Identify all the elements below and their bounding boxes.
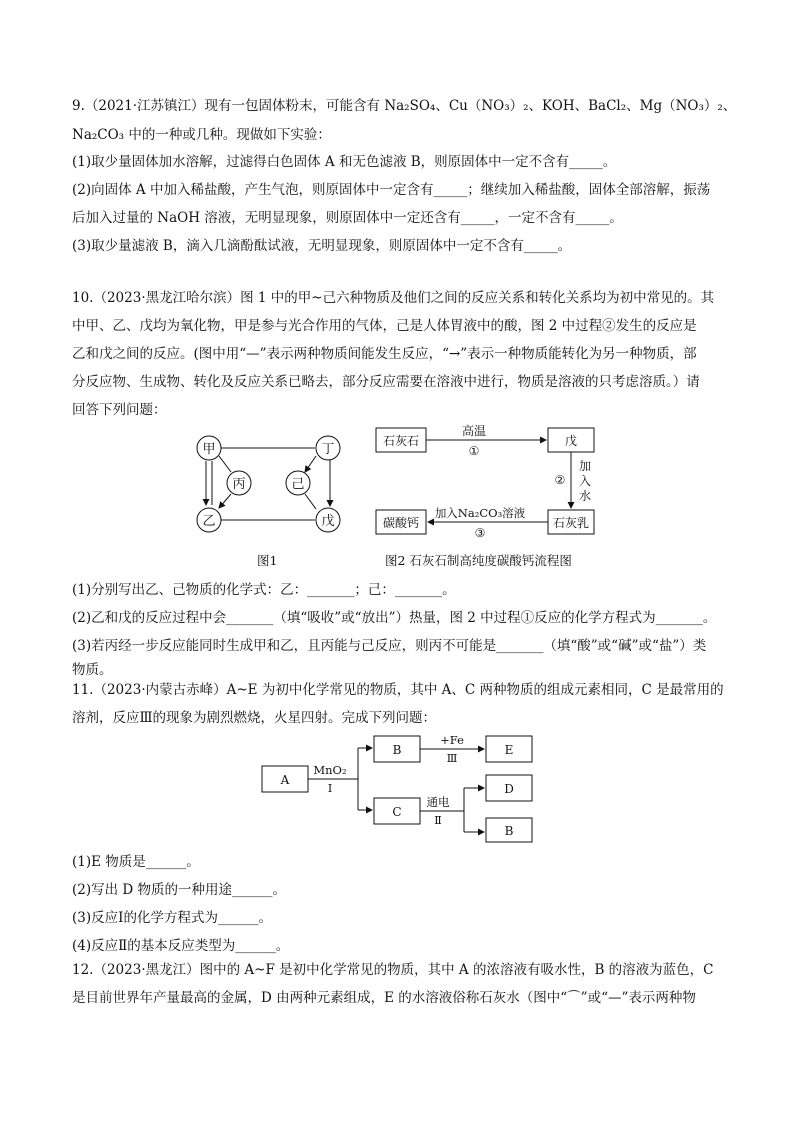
svg-text:D: D xyxy=(504,782,514,796)
svg-text:B: B xyxy=(504,824,514,838)
label-step2: ② xyxy=(554,473,566,487)
label-step1: ① xyxy=(468,444,480,458)
svg-text:己: 己 xyxy=(291,477,305,492)
node-bing xyxy=(227,471,251,495)
q11-question-2: (2)写出 D 物质的一种用途______。 xyxy=(72,882,287,898)
box-wu xyxy=(548,428,594,452)
q9-line-4: (2)向固体 A 中加入稀盐酸，产生气泡，则原固体中一定含有_____；继续加入稀盐酸，固体全部溶解，振荡 xyxy=(72,182,711,198)
q10-line-5: 回答下列问题： xyxy=(72,402,167,418)
svg-text:石灰石: 石灰石 xyxy=(382,434,420,448)
q10-question-3: (3)若丙经一步反应能同时生成甲和乙，且丙能与己反应，则丙不可能是_______（填“酸”或“碱”或“盐”）类 xyxy=(72,638,707,654)
q10-line-4: 分反应物、生成物、转化及反应关系已略去，部分反应需要在溶液中进行，物质是溶液的只考虑溶质。）请 xyxy=(72,374,700,390)
q10-line-1: 10.（2023·黑龙江哈尔滨）图 1 中的甲~己六种物质及他们之间的反应关系和转化关系均为初中常见的。其 xyxy=(72,290,715,306)
svg-text:丙: 丙 xyxy=(232,477,246,492)
q12-line-2: 是目前世界年产量最高的金属，D 由两种元素组成，E 的水溶液俗称石灰水（图中“⌒”或“—”表示两种物 xyxy=(72,990,696,1006)
q9-line-3: (1)取少量固体加水溶解，过滤得白色固体 A 和无色滤液 B，则原固体中一定不含有_____。 xyxy=(72,154,617,170)
label-reaction-1: Ⅰ xyxy=(327,782,333,795)
svg-text:丁: 丁 xyxy=(321,442,335,457)
figure-1-caption: 图1 xyxy=(257,553,278,568)
svg-text:乙: 乙 xyxy=(202,514,216,529)
box-e xyxy=(486,736,532,762)
svg-text:B: B xyxy=(392,743,402,757)
label-high-temp: 高温 xyxy=(461,424,487,438)
label-add-water-2: 入 xyxy=(578,474,592,488)
box-limestone xyxy=(376,428,426,452)
node-ding xyxy=(316,436,340,460)
q9-line-5: 后加入过量的 NaOH 溶液，无明显现象，则原固体中一定还含有_____，一定不含有_____。 xyxy=(72,210,623,226)
svg-text:戊: 戊 xyxy=(564,434,578,448)
q11-question-4: (4)反应Ⅱ的基本反应类型为______。 xyxy=(72,938,290,954)
box-b-second xyxy=(486,818,532,842)
node-jia xyxy=(197,436,221,460)
figure-2-caption: 图2 石灰石制高纯度碳酸钙流程图 xyxy=(385,553,572,568)
label-reaction-3: Ⅲ xyxy=(446,752,458,765)
q10-question-1: (1)分别写出乙、己物质的化学式：乙：_______；己：_______。 xyxy=(72,582,456,598)
q9-line-6: (3)取少量滤液 B，滴入几滴酚酞试液，无明显现象，则原固体中一定不含有_____。 xyxy=(72,238,572,254)
node-ji xyxy=(286,471,310,495)
q11-question-1: (1)E 物质是______。 xyxy=(72,854,200,870)
q11-diagram xyxy=(258,732,558,844)
q10-line-2: 中甲、乙、戊均为氧化物，甲是参与光合作用的气体，己是人体胃液中的酸，图 2 中过程②发生的反应是 xyxy=(72,318,697,334)
label-add-water-3: 水 xyxy=(578,489,592,503)
node-wu xyxy=(316,508,340,532)
box-d xyxy=(486,775,532,801)
q12-line-1: 12.（2023·黑龙江）图中的 A~F 是初中化学常见的物质，其中 A 的浓溶液有吸水性，B 的溶液为蓝色，C xyxy=(72,962,714,978)
box-c xyxy=(374,798,420,824)
box-caco3 xyxy=(376,510,426,534)
q11-question-3: (3)反应Ⅰ的化学方程式为______。 xyxy=(72,910,272,926)
svg-text:C: C xyxy=(392,805,402,819)
box-a xyxy=(262,766,308,792)
q9-line-2: Na₂CO₃ 中的一种或几种。现做如下实验： xyxy=(72,127,331,143)
svg-text:戊: 戊 xyxy=(321,514,335,529)
label-plus-fe: +Fe xyxy=(440,733,464,747)
label-step3: ③ xyxy=(474,526,486,540)
box-lime-milk xyxy=(548,510,594,534)
q11-line-1: 11.（2023·内蒙古赤峰）A~E 为初中化学常见的物质，其中 A、C 两种物质的组成元素相同，C 是最常用的 xyxy=(72,682,724,698)
q9-line-1: 9.（2021·江苏镇江）现有一包固体粉末，可能含有 Na₂SO₄、Cu（NO₃）₂、KOH、BaCl₂、Mg（NO₃）₂、 xyxy=(72,98,737,114)
svg-text:E: E xyxy=(504,743,514,757)
svg-text:碳酸钙: 碳酸钙 xyxy=(382,516,420,530)
figure-2-flowchart xyxy=(372,424,612,542)
label-mno2: MnO₂ xyxy=(313,763,347,777)
label-reaction-2: Ⅱ xyxy=(434,814,442,827)
q10-question-3-cont: 物质。 xyxy=(72,662,113,678)
q10-question-2: (2)乙和戊的反应过程中会_______（填“吸收”或“放出”）热量，图 2 中过程①反应的化学方程式为_______。 xyxy=(72,610,717,626)
svg-text:石灰乳: 石灰乳 xyxy=(552,516,590,530)
svg-text:甲: 甲 xyxy=(202,442,216,457)
label-electrolysis: 通电 xyxy=(426,795,450,809)
svg-text:A: A xyxy=(280,773,290,787)
q10-line-3: 乙和戊之间的反应。(图中用“—”表示两种物质间能发生反应，“→”表示一种物质能转化为另一种物质，部 xyxy=(72,346,697,362)
label-add-water-1: 加 xyxy=(578,459,592,473)
node-yi xyxy=(197,508,221,532)
q11-line-2: 溶剂，反应Ⅲ的现象为剧烈燃烧，火星四射。完成下列问题： xyxy=(72,710,437,726)
label-add-na2co3: 加入Na₂CO₃溶液 xyxy=(434,506,526,520)
box-b xyxy=(374,736,420,762)
figure-1-diagram xyxy=(185,428,365,548)
